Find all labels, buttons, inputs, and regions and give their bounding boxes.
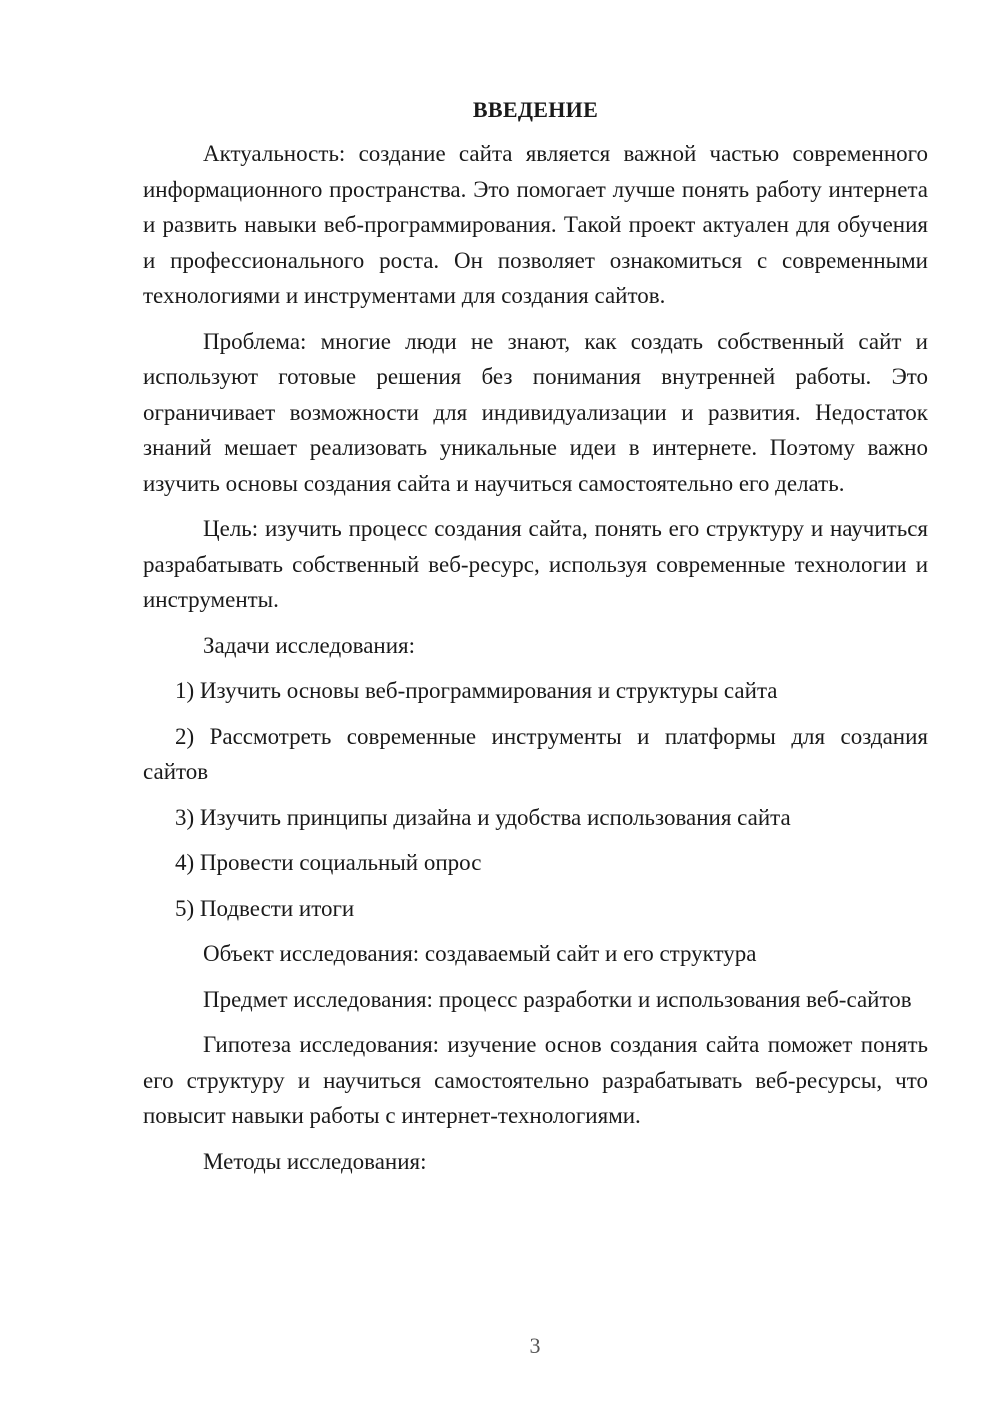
task-item-3: 3) Изучить принципы дизайна и удобства использования сайта [175,804,791,830]
paragraph-relevance: Актуальность: создание сайта является важной частью современного информационного пространства. Это помогает лучше понять работу интернета и развить навыки веб-программирования. Такой проект актуален для обучения и профессионального роста. Он позволяет ознакомиться с современными технологиями и инструментами для создания сайтов. [143,141,928,308]
page-number: 3 [529,1333,541,1358]
document-page [143,94,928,1189]
task-item-5: 5) Подвести итоги [175,895,355,921]
paragraph-subject: Предмет исследования: процесс разработки и использования веб-сайтов [203,986,912,1012]
task-item-2: 2) Рассмотреть современные инструменты и платформы для создания сайтов [143,723,928,784]
paragraph-hypothesis: Гипотеза исследования: изучение основ создания сайта поможет понять его структуру и научиться самостоятельно разрабатывать веб-ресурсы, что повысит навыки работы с интернет-технологиями. [143,1032,928,1128]
paragraph-goal: Цель: изучить процесс создания сайта, понять его структуру и научиться разрабатывать собственный веб-ресурс, используя современные технологии и инструменты. [143,516,928,612]
paragraph-problem: Проблема: многие люди не знают, как создать собственный сайт и используют готовые решения без понимания внутренней работы. Это ограничивает возможности для индивидуализации и развития. Недостаток знаний мешает реализовать уникальные идеи в интернете. Поэтому важно изучить основы создания сайта и научиться самостоятельно его делать. [143,328,928,496]
section-heading: ВВЕДЕНИЕ [472,97,599,122]
paragraph-methods: Методы исследования: [203,1148,427,1174]
paragraph-object: Объект исследования: создаваемый сайт и его структура [203,941,757,966]
task-item-4: 4) Провести социальный опрос [175,850,482,875]
tasks-title: Задачи исследования: [203,632,416,658]
task-item-1: 1) Изучить основы веб-программирования и структуры сайта [175,678,778,703]
